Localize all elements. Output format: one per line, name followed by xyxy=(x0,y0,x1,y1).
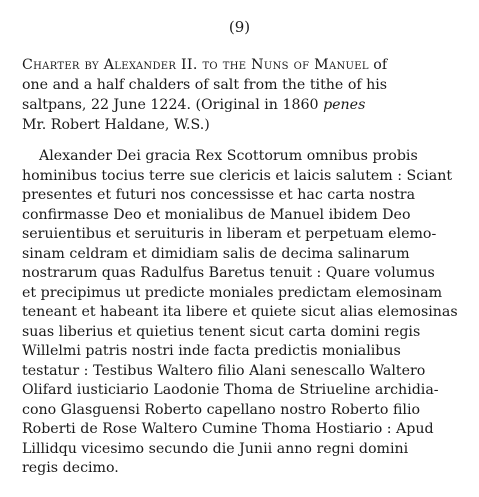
heading-italic-penes: penes xyxy=(323,97,366,113)
body-line: hominibus tocius terre sue clericis et laicis salutem : Sciant xyxy=(22,167,453,184)
body-line: Lillidqu vicesimo secundo die Junii anno regni domini xyxy=(22,440,409,457)
body-line: nostrarum quas Radulfus Baretus tenuit : Quare volumus xyxy=(22,265,435,281)
body-line: testatur : Testibus Waltero filio Alani senescallo Waltero xyxy=(22,362,426,379)
body-line: cono Glasguensi Roberto capellano nostro Roberto filio xyxy=(22,401,421,418)
page-number: (9) xyxy=(228,18,251,36)
body-line: Olifard iusticiario Laodonie Thoma de Striueline archidia- xyxy=(22,382,439,398)
heading-small-caps: Charter by Alexander II. to the Nuns of Manuel xyxy=(22,57,369,73)
body-line: presentes et futuri nos concessisse et hac carta nostra xyxy=(22,187,416,203)
body-line: teneant et habeant ita libere et quiete sicut alias elemosinas xyxy=(22,304,458,320)
heading-line-3 xyxy=(22,95,479,115)
charter-heading xyxy=(22,55,479,135)
body-line: Willelmi patris nostri inde facta predictis monialibus xyxy=(22,343,401,359)
body-line: confirmasse Deo et monialibus de Manuel ibidem Deo xyxy=(22,206,411,223)
body-line: sinam celdram et dimidiam salis de decima salinarum xyxy=(22,245,410,262)
body-line: Roberti de Rose Waltero Cumine Thoma Hostiario : Apud xyxy=(22,421,434,437)
heading-line-3-text: saltpans, 22 June 1224. (Original in 1860 xyxy=(22,97,324,113)
heading-line-1-end: of xyxy=(368,57,388,73)
heading-line-4: Mr. Robert Haldane, W.S.) xyxy=(22,117,210,133)
body-line: seruientibus et seruituris in liberam et perpetuam elemo- xyxy=(22,226,437,242)
heading-line-2: one and a half chalders of salt from the tithe of his xyxy=(22,77,388,93)
heading-line-1 xyxy=(22,55,479,75)
body-line: Alexander Dei gracia Rex Scottorum omnibus probis xyxy=(39,148,418,164)
body-line: et precipimus ut predicte moniales predictam elemosinam xyxy=(22,284,443,301)
body-line: regis decimo. xyxy=(22,460,119,476)
charter-body xyxy=(22,147,462,479)
body-line: suas liberius et quietius tenent sicut carta domini regis xyxy=(22,323,421,340)
